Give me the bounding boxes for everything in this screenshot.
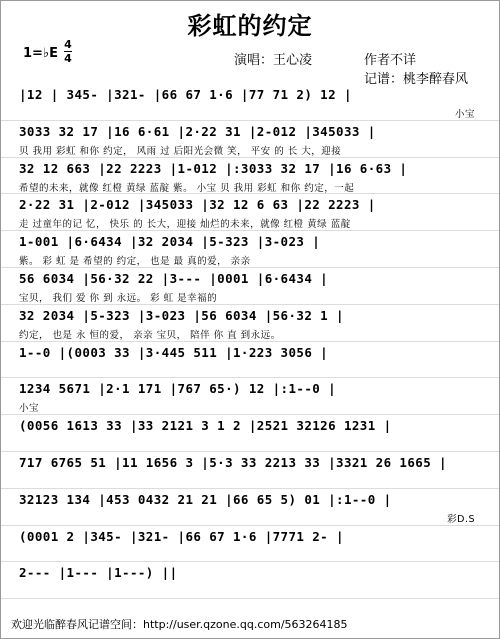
- notation-line: 2·22 31 |2-012 |345033 |32 12 6 63 |22 2223 |: [19, 197, 376, 213]
- notation-line: |12 | 345- |321- |66 67 1·6 |77 71 2) 12 |: [19, 87, 352, 102]
- row-divider: [1, 267, 499, 268]
- beat-underline: [23, 545, 463, 546]
- time-signature-bottom: 4: [64, 52, 72, 65]
- row-divider: [1, 561, 499, 562]
- song-title: 彩虹的约定: [187, 11, 313, 40]
- notation-line: 2--- |1--- |1---) ||: [19, 565, 178, 581]
- beat-underline: [23, 471, 463, 472]
- time-signature-top: 4: [64, 38, 72, 51]
- notation-line: (0056 1613 33 |33 2121 3 1 2 |2521 32126 1231 |: [19, 418, 392, 434]
- row-divider: [1, 598, 499, 599]
- row-divider: [1, 488, 499, 489]
- composer-credit: 作者不详: [364, 53, 417, 68]
- row-divider: [1, 414, 499, 415]
- beat-underline: [23, 287, 463, 288]
- beat-underline: [23, 434, 463, 435]
- notation-line: 32 2034 |5-323 |3-023 |56 6034 |56·32 1 |: [19, 307, 344, 323]
- row-divider: [1, 193, 499, 194]
- transcriber-credit: 记谱：桃李醉春风: [364, 72, 469, 87]
- beat-underline: [23, 324, 463, 325]
- beat-underline: [23, 177, 463, 178]
- lyric-line: 小宝: [454, 109, 475, 120]
- lyric-line: 彩D.S: [447, 513, 475, 525]
- key-signature: 1=♭E: [23, 46, 58, 61]
- singer-credit: 演唱：王心凌: [234, 53, 313, 68]
- notation-line: 1--0 |(0003 33 |3·445 511 |1·223 3056 |: [19, 344, 329, 360]
- lyric-line: 紫。 彩 虹 是 希望的 约定， 也是 最 真的爱， 亲亲: [19, 256, 251, 268]
- footer-note: 欢迎光临醉春风记谱空间：http://user.qzone.qq.com/563264185: [11, 618, 348, 631]
- notation-line: 3033 32 17 |16 6·61 |2·22 31 |2-012 |345033 |: [19, 123, 376, 139]
- row-divider: [1, 304, 499, 305]
- row-divider: [1, 157, 499, 158]
- beat-underline: [23, 103, 463, 104]
- beat-underline: [23, 581, 463, 582]
- beat-underline: [23, 213, 463, 214]
- notation-line: 717 6765 51 |11 1656 3 |5·3 33 2213 33 |3321 26 1665 |: [19, 455, 447, 470]
- beat-underline: [23, 397, 463, 398]
- row-divider: [1, 377, 499, 378]
- lyric-line: 小宝: [19, 403, 40, 415]
- notation-line: 32 12 663 |22 2223 |1-012 |:3033 32 17 |16 6·63 |: [19, 160, 408, 176]
- lyric-line: 宝贝， 我们 爱 你 到 永远。 彩 虹 是幸福的: [19, 293, 218, 304]
- beat-underline: [23, 250, 463, 251]
- notation-line: (0001 2 |345- |321- |66 67 1·6 |7771 2- |: [19, 528, 344, 544]
- beat-underline: [23, 508, 463, 509]
- lyric-line: 希望的未来，就像 红橙 黄绿 蓝靛 紫。 小宝 贝 我用 彩虹 和你 约定，一起: [19, 182, 355, 194]
- lyric-line: 贝 我用 彩虹 和你 约定， 风雨 过 后阳光会微 笑， 平安 的 长 大，迎接: [19, 145, 342, 157]
- row-divider: [1, 230, 499, 231]
- notation-line: 1-001 |6·6434 |32 2034 |5-323 |3-023 |: [19, 234, 321, 250]
- row-divider: [1, 451, 499, 452]
- lyric-line: 走 过童年的记 忆， 快乐 的 长大，迎接 灿烂的未来，就像 红橙 黄绿 蓝靛: [19, 219, 351, 231]
- notation-line: 56 6034 |56·32 22 |3--- |0001 |6·6434 |: [19, 271, 329, 286]
- time-signature: [64, 39, 72, 64]
- lyric-line: 约定， 也是 永 恒的爱， 亲亲 宝贝， 陪伴 你 直 到永远。: [19, 329, 281, 341]
- row-divider: [1, 120, 499, 121]
- beat-underline: [23, 140, 463, 141]
- beat-underline: [23, 361, 463, 362]
- row-divider: [1, 341, 499, 342]
- notation-line: 1234 5671 |2·1 171 |767 65·) 12 |:1--0 |: [19, 381, 337, 397]
- notation-line: 32123 134 |453 0432 21 21 |66 65 5) 01 |:1--0 |: [19, 491, 392, 507]
- row-divider: [1, 525, 499, 526]
